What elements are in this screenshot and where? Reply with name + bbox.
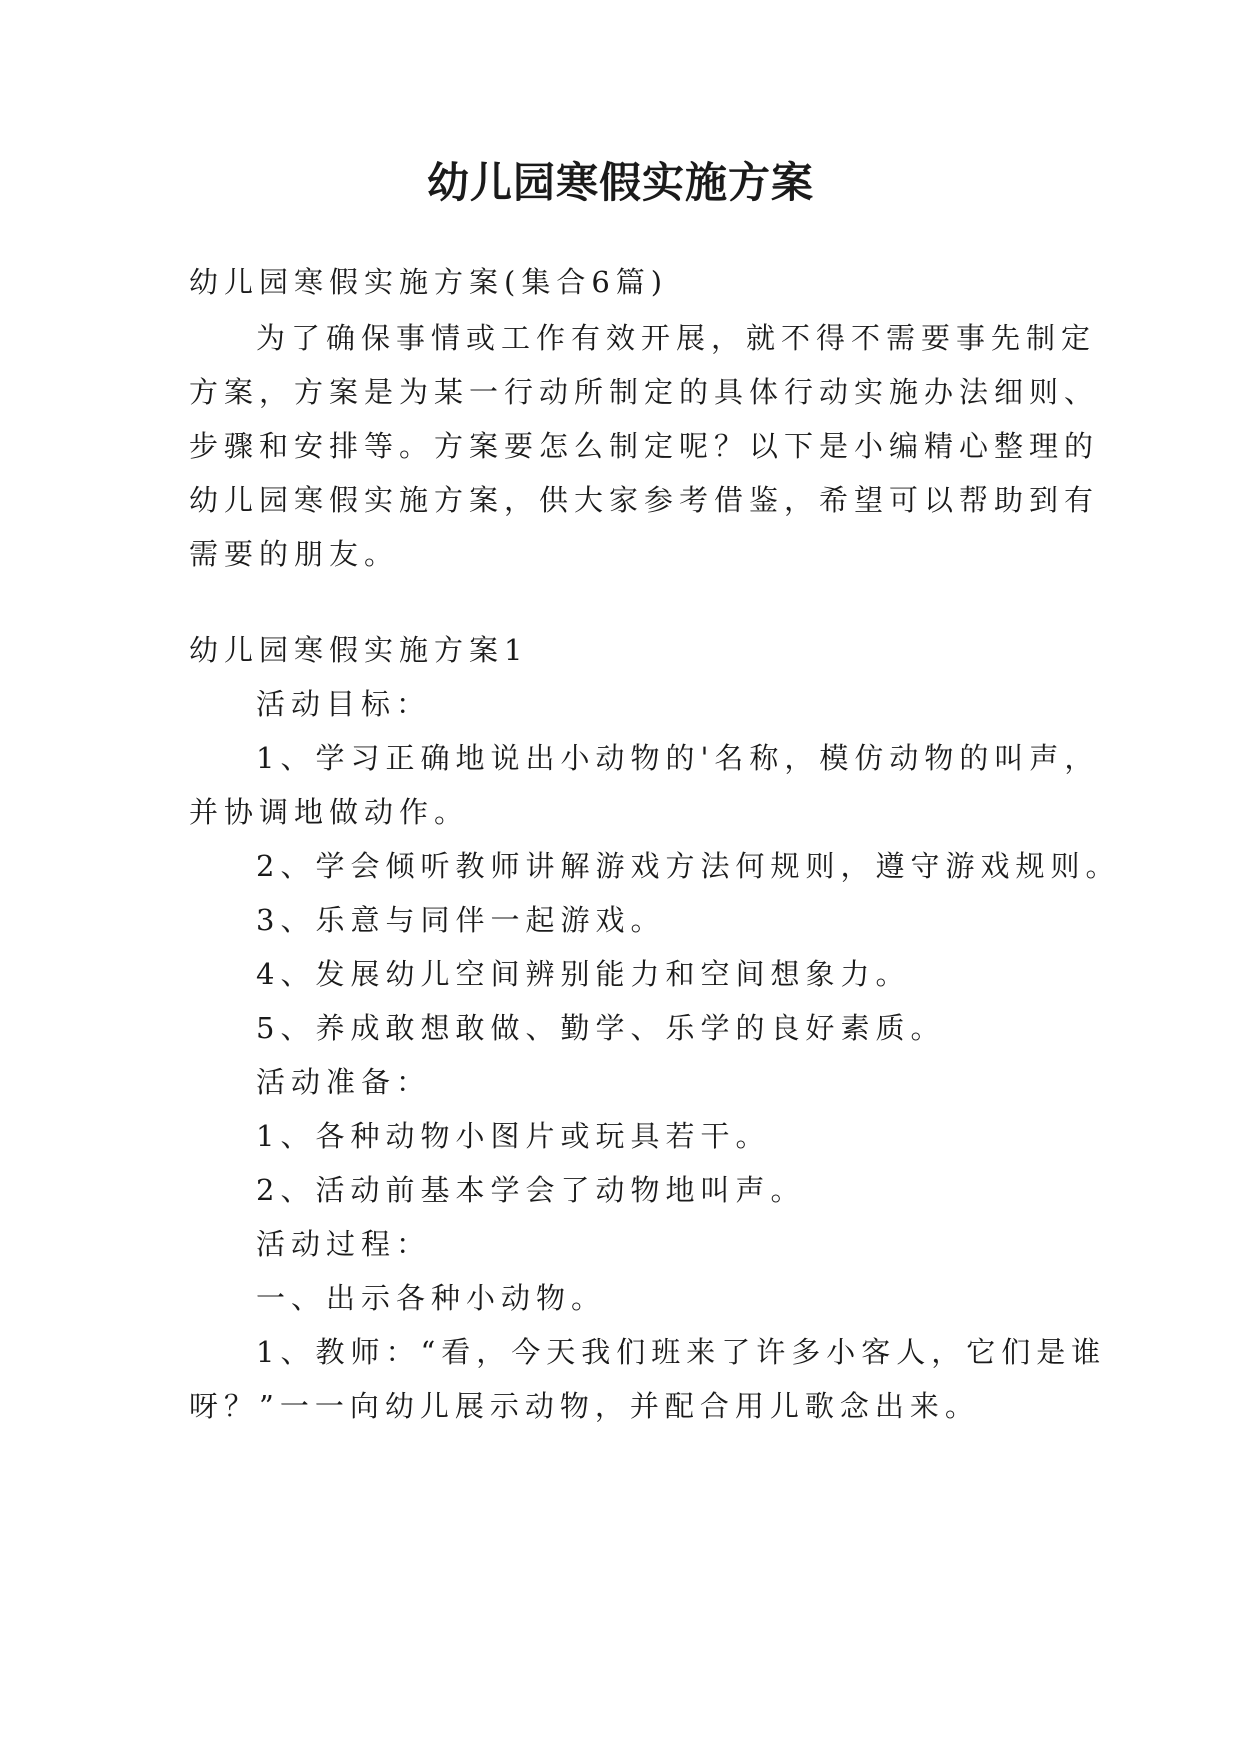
goal-label: 活动目标： xyxy=(256,687,432,721)
prep-item: 1、各种动物小图片或玩具若干。 xyxy=(256,1119,771,1153)
goal-item: 2、学会倾听教师讲解游戏方法何规则，遵守游戏规则。 xyxy=(256,849,1121,883)
intro-line: 需要的朋友。 xyxy=(189,537,400,571)
intro-line: 幼儿园寒假实施方案，供大家参考借鉴，希望可以帮助到有 xyxy=(189,483,1100,517)
goal-item: 4、发展幼儿空间辨别能力和空间想象力。 xyxy=(256,957,911,991)
prep-label: 活动准备： xyxy=(256,1065,432,1099)
intro-line: 步骤和安排等。方案要怎么制定呢？以下是小编精心整理的 xyxy=(189,429,1100,463)
goal-item: 5、养成敢想敢做、勤学、乐学的良好素质。 xyxy=(256,1011,946,1045)
step-heading: 一、出示各种小动物。 xyxy=(256,1281,607,1315)
intro-line: 方案，方案是为某一行动所制定的具体行动实施办法细则、 xyxy=(189,375,1100,409)
goal-item-continued: 并协调地做动作。 xyxy=(189,795,470,829)
goal-item: 1、学习正确地说出小动物的'名称，模仿动物的叫声， xyxy=(256,741,1100,775)
prep-item: 2、活动前基本学会了动物地叫声。 xyxy=(256,1173,806,1207)
step-item: 1、教师：“看，今天我们班来了许多小客人，它们是谁 xyxy=(256,1335,1107,1369)
process-label: 活动过程： xyxy=(256,1227,432,1261)
section-heading: 幼儿园寒假实施方案1 xyxy=(189,633,529,667)
document-subtitle: 幼儿园寒假实施方案(集合6篇) xyxy=(189,265,669,299)
goal-item: 3、乐意与同伴一起游戏。 xyxy=(256,903,666,937)
intro-line: 为了确保事情或工作有效开展，就不得不需要事先制定 xyxy=(256,321,1097,355)
step-item-continued: 呀？”一一向幼儿展示动物，并配合用儿歌念出来。 xyxy=(189,1389,980,1423)
document-title: 幼儿园寒假实施方案 xyxy=(426,158,814,207)
